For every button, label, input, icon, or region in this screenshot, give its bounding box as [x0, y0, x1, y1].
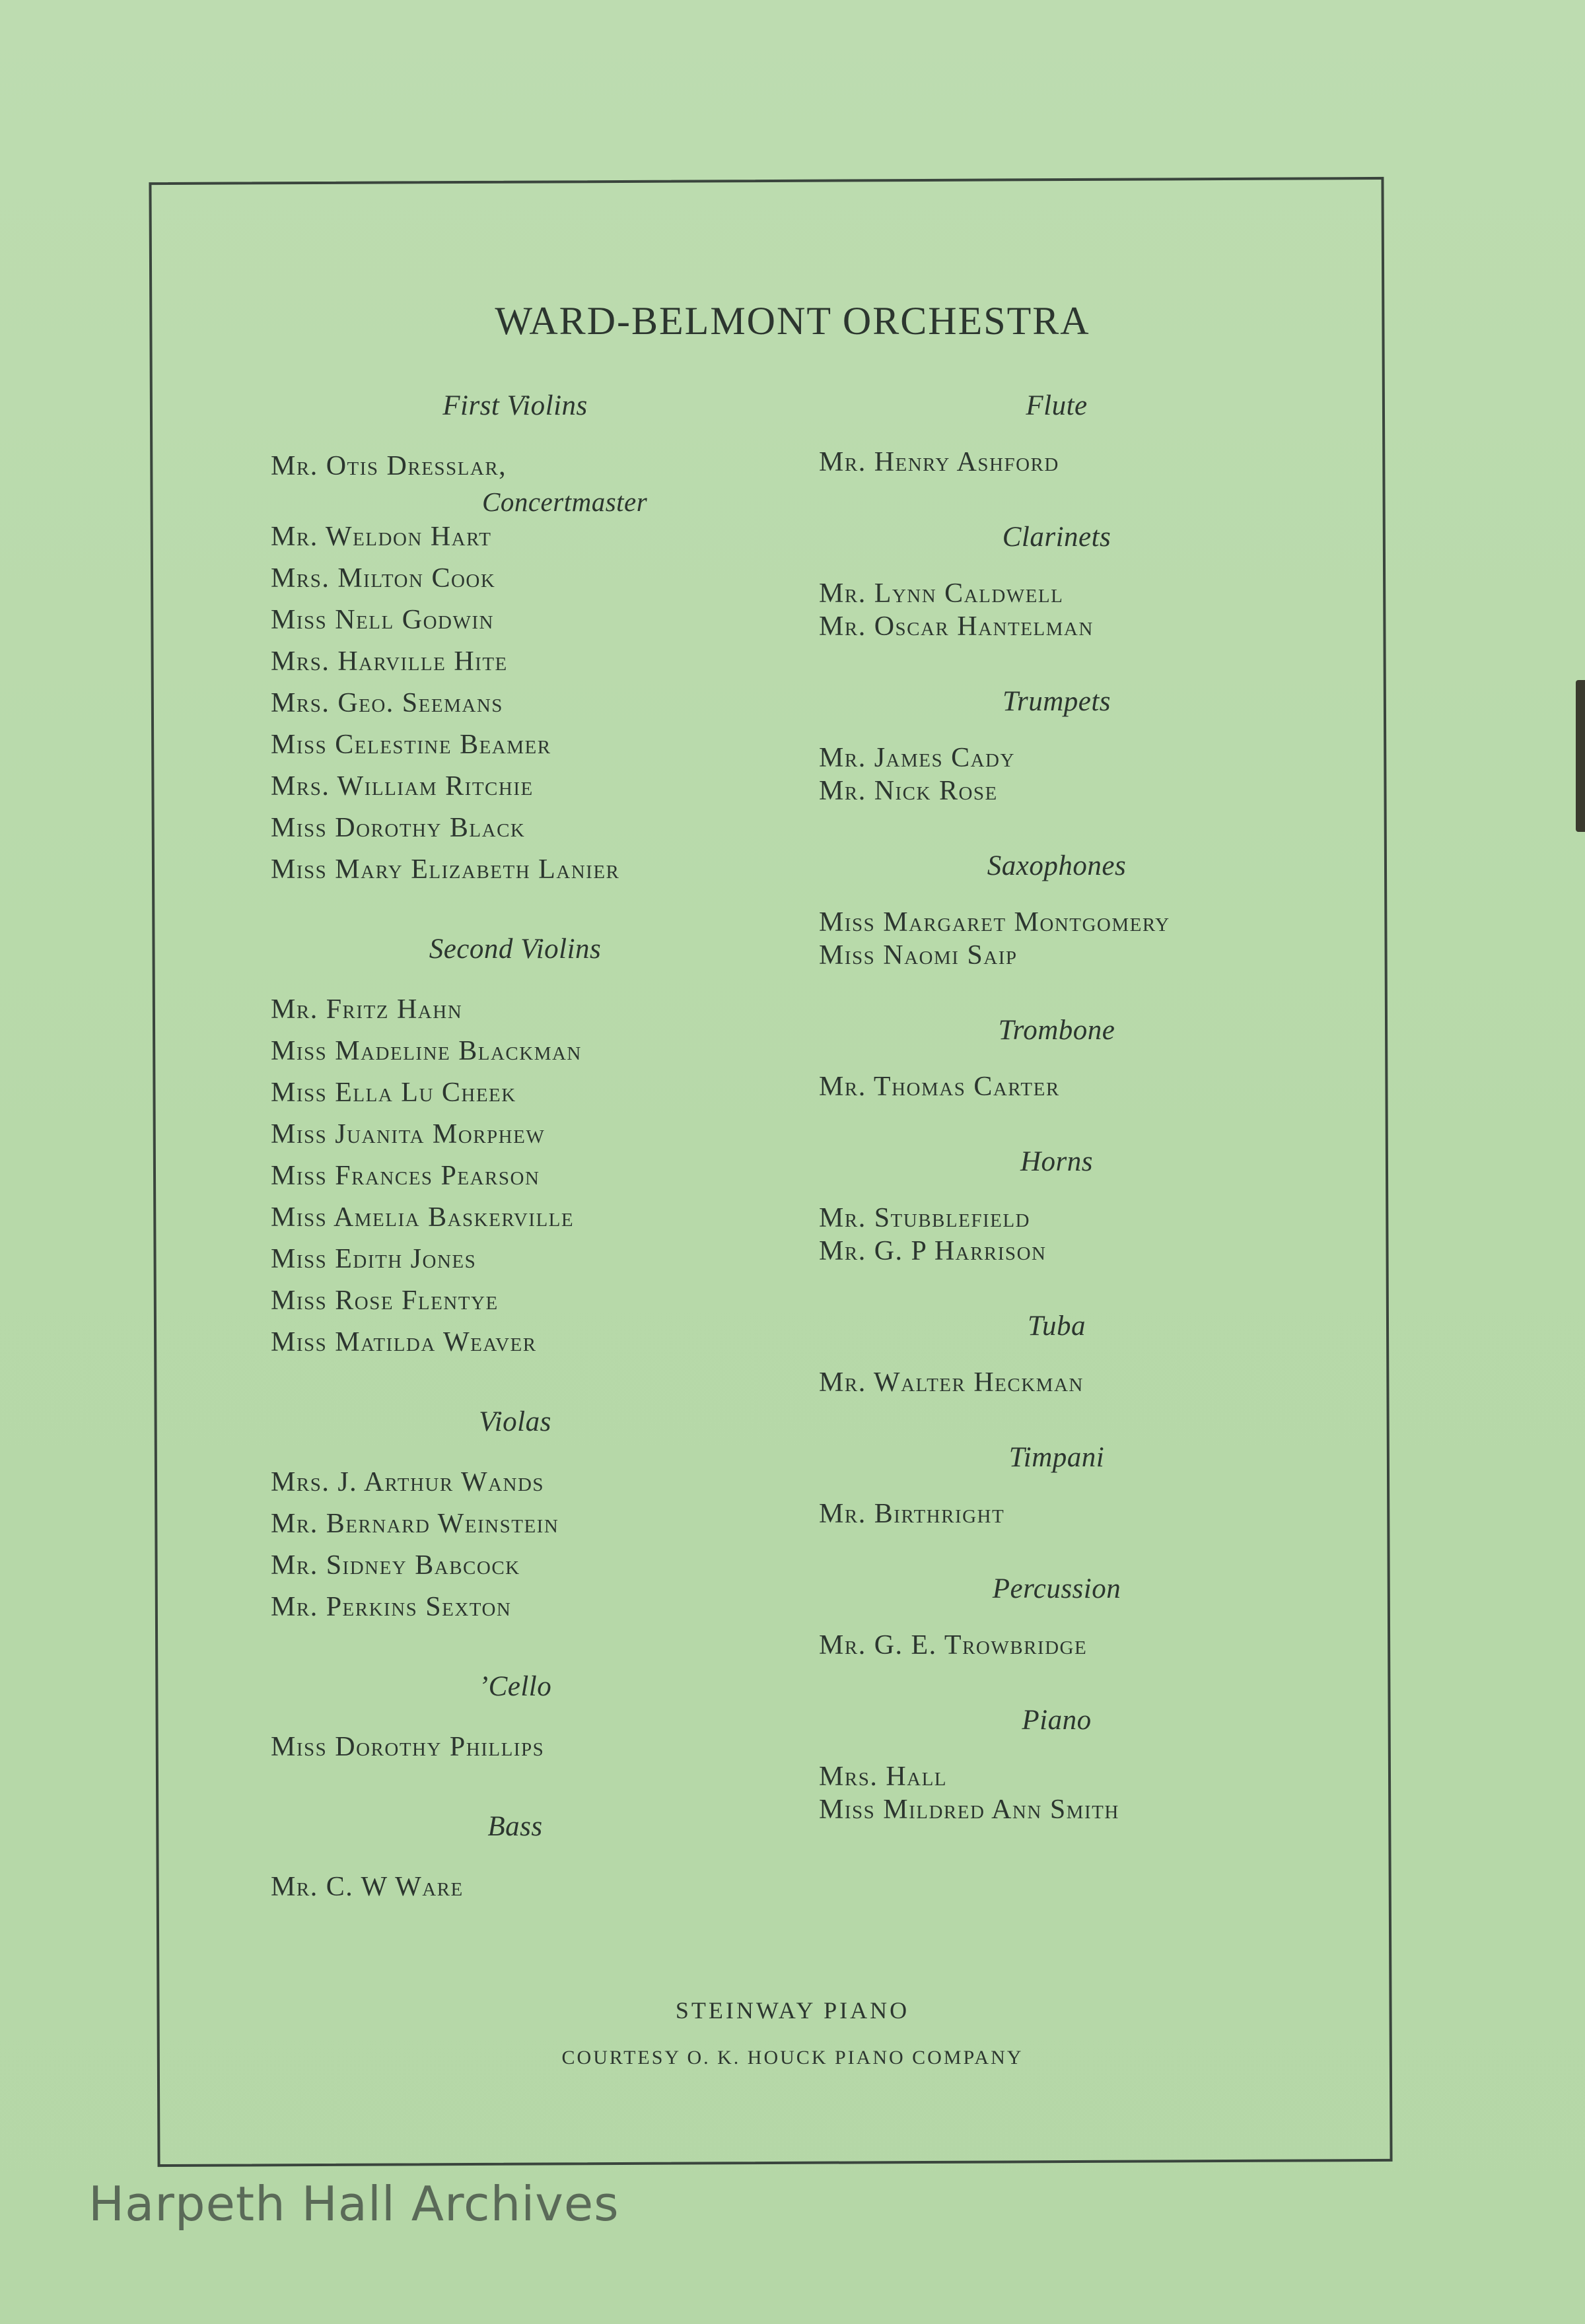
member-name-text: Mr. G. P Harrison [819, 1236, 1047, 1266]
member-name-text: Miss Dorothy Phillips [271, 1732, 545, 1762]
section-saxophones [819, 850, 1294, 972]
member-name-text: Mr. Walter Heckman [819, 1367, 1084, 1398]
member-name [819, 610, 1294, 643]
member-name [271, 446, 759, 516]
member-name-text: Mr. C. W Ware [271, 1872, 464, 1902]
member-name-text: Miss Juanita Morphew [271, 1119, 546, 1149]
section-heading: Piano [1022, 1705, 1092, 1736]
member-name-text: Mr. Fritz Hahn [271, 994, 463, 1025]
member-name-text: Mrs. J. Arthur Wands [271, 1467, 545, 1497]
section-percussion [819, 1573, 1294, 1662]
member-name [271, 766, 759, 807]
member-name-text: Mrs. Geo. Seemans [271, 688, 503, 718]
member-name-text: Miss Mary Elizabeth Lanier [271, 854, 620, 885]
left-column [271, 390, 759, 1950]
member-name [271, 683, 759, 724]
member-name [819, 1629, 1294, 1662]
member-name [271, 1155, 759, 1197]
member-name [819, 1793, 1294, 1826]
member-name [271, 641, 759, 683]
section-trombone [819, 1014, 1294, 1103]
footer-courtesy: COURTESY O. K. HOUCK PIANO COMPANY [561, 2047, 1024, 2068]
member-name [271, 1280, 759, 1322]
member-name [819, 1235, 1294, 1268]
section-heading: Percussion [992, 1573, 1121, 1604]
member-name [271, 1239, 759, 1280]
member-name-text: Miss Ella Lu Cheek [271, 1077, 516, 1108]
member-name-text: Mr. Otis Dresslar, [271, 451, 507, 481]
section-heading: ’Cello [478, 1671, 552, 1702]
member-name [271, 599, 759, 641]
section-heading: Violas [479, 1406, 551, 1437]
member-name [271, 516, 759, 558]
member-name-text: Mr. Lynn Caldwell [819, 578, 1064, 609]
section-second-violins [271, 933, 759, 1363]
section-violas [271, 1406, 759, 1628]
member-name [819, 774, 1294, 807]
archive-watermark: Harpeth Hall Archives [88, 2176, 619, 2232]
member-name [271, 807, 759, 849]
section-heading: Trombone [998, 1015, 1115, 1046]
member-name [819, 577, 1294, 610]
member-name [271, 1031, 759, 1072]
section-bass [271, 1810, 759, 1908]
member-name-text: Mr. Birthright [819, 1499, 1005, 1529]
member-name [271, 558, 759, 599]
member-name [271, 1866, 759, 1908]
member-name-text: Mrs. Hall [819, 1761, 948, 1792]
section-flute [819, 390, 1294, 479]
member-name [271, 849, 759, 891]
section-trumpets [819, 685, 1294, 807]
right-column [819, 390, 1294, 1868]
member-name-text: Miss Rose Flentye [271, 1285, 499, 1316]
footer-piano-brand: STEINWAY PIANO [675, 1997, 910, 2024]
section-cello [271, 1670, 759, 1768]
section-heading: Second Violins [429, 934, 602, 965]
member-name-text: Mr. Sidney Babcock [271, 1550, 520, 1581]
section-heading: Tuba [1027, 1311, 1086, 1342]
section-tuba [819, 1310, 1294, 1399]
member-name-text: Mr. Henry Ashford [819, 447, 1059, 477]
section-heading: Trumpets [1002, 686, 1111, 717]
member-name [271, 1587, 759, 1628]
member-name [271, 989, 759, 1031]
member-name-text: Mrs. Milton Cook [271, 563, 496, 594]
member-name-text: Mr. Nick Rose [819, 776, 998, 806]
member-name-text: Miss Nell Godwin [271, 605, 494, 635]
member-name [271, 724, 759, 766]
member-name-text: Miss Mildred Ann Smith [819, 1794, 1119, 1825]
section-heading: Bass [487, 1811, 543, 1842]
member-name [271, 1322, 759, 1363]
member-name-text: Mrs. William Ritchie [271, 771, 534, 802]
member-name [819, 1070, 1294, 1103]
member-name [271, 1114, 759, 1155]
page-edge-tab [1576, 680, 1585, 832]
section-horns [819, 1145, 1294, 1268]
member-name [271, 1726, 759, 1768]
member-name-text: Mr. G. E. Trowbridge [819, 1630, 1088, 1660]
member-name-text: Mr. Bernard Weinstein [271, 1509, 559, 1539]
section-heading: Timpani [1008, 1442, 1105, 1473]
member-name [819, 741, 1294, 774]
member-name-text: Miss Madeline Blackman [271, 1036, 582, 1066]
section-heading: Horns [1020, 1146, 1094, 1177]
member-name [271, 1462, 759, 1503]
member-name [271, 1545, 759, 1587]
member-name [819, 906, 1294, 939]
member-name-text: Miss Naomi Saip [819, 940, 1018, 971]
section-heading: First Violins [442, 390, 588, 421]
page-title: WARD-BELMONT ORCHESTRA [495, 299, 1090, 343]
member-name-text: Mr. James Cady [819, 743, 1015, 773]
member-name [819, 1202, 1294, 1235]
member-name-text: Miss Dorothy Black [271, 813, 526, 843]
section-timpani [819, 1441, 1294, 1530]
member-name-text: Miss Edith Jones [271, 1244, 477, 1274]
member-name [271, 1197, 759, 1239]
section-first-violins [271, 390, 759, 891]
member-name [271, 1503, 759, 1545]
member-name-text: Mr. Oscar Hantelman [819, 611, 1094, 642]
member-name-text: Miss Margaret Montgomery [819, 907, 1170, 938]
member-name-text: Mr. Perkins Sexton [271, 1592, 512, 1622]
member-role: Concertmaster [482, 487, 648, 517]
member-name-text: Mrs. Harville Hite [271, 646, 508, 677]
member-name [819, 939, 1294, 972]
member-name-text: Miss Amelia Baskerville [271, 1202, 575, 1233]
member-name-text: Mr. Thomas Carter [819, 1072, 1060, 1102]
section-heading: Flute [1026, 390, 1088, 421]
member-name [819, 446, 1294, 479]
section-piano [819, 1704, 1294, 1826]
member-name-text: Mr. Stubblefield [819, 1203, 1030, 1233]
member-name-text: Miss Frances Pearson [271, 1161, 540, 1191]
member-name-text: Mr. Weldon Hart [271, 522, 492, 552]
member-name [819, 1760, 1294, 1793]
member-name [819, 1366, 1294, 1399]
member-name-text: Miss Matilda Weaver [271, 1327, 537, 1357]
member-name [271, 1072, 759, 1114]
section-heading: Clarinets [1002, 522, 1111, 553]
section-clarinets [819, 521, 1294, 643]
section-heading: Saxophones [987, 850, 1127, 881]
member-name-text: Miss Celestine Beamer [271, 730, 551, 760]
member-name [819, 1497, 1294, 1530]
